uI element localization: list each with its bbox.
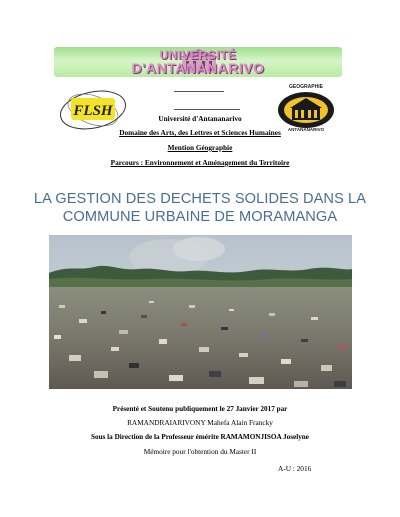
thesis-title: [0, 191, 400, 226]
presentation-text: Présenté et Soutenu publiquement le 27 Janvier 2017 par: [112, 405, 288, 413]
geographie-logo: [275, 82, 337, 132]
mention-name: Mention Géographie: [167, 143, 233, 152]
direction-text: Sous la Direction de la Professeur émérite RAMAMONJISOA Joselyne: [91, 433, 309, 441]
banner-line2: D'ANTANANARIVO: [131, 60, 265, 76]
university-banner: [54, 47, 342, 77]
thesis-title-line2: COMMUNE URBAINE DE MORAMANGA: [62, 208, 338, 225]
author-name: RAMANDRAIARIVONY Mahefa Alain Francky: [127, 418, 273, 427]
geographie-logo-top-text: GEOGRAPHIE: [289, 84, 323, 90]
parcours-name: Parcours : Environnement et Aménagement du Territoire: [110, 158, 290, 167]
separator-line: [174, 91, 224, 92]
geographie-logo-bottom-text: ANTANANARIVO: [287, 127, 325, 132]
domain-name: Domaine des Arts, des Lettres et Sciences Humaines: [119, 128, 281, 137]
flsh-logo-text: FLSH: [73, 103, 113, 119]
banner-line1: UNIVERSITÉ: [159, 48, 237, 62]
thesis-title-line1: LA GESTION DES DECHETS SOLIDES DANS LA: [33, 191, 367, 207]
university-name: Université d'Antananarivo: [158, 114, 242, 123]
academic-year: A-U : 2016: [278, 464, 312, 473]
landfill-photo: [49, 235, 352, 389]
memoire-text: Mémoire pour l'obtention du Master II: [143, 447, 257, 456]
separator-line: [174, 109, 240, 110]
flsh-logo: [57, 84, 129, 134]
